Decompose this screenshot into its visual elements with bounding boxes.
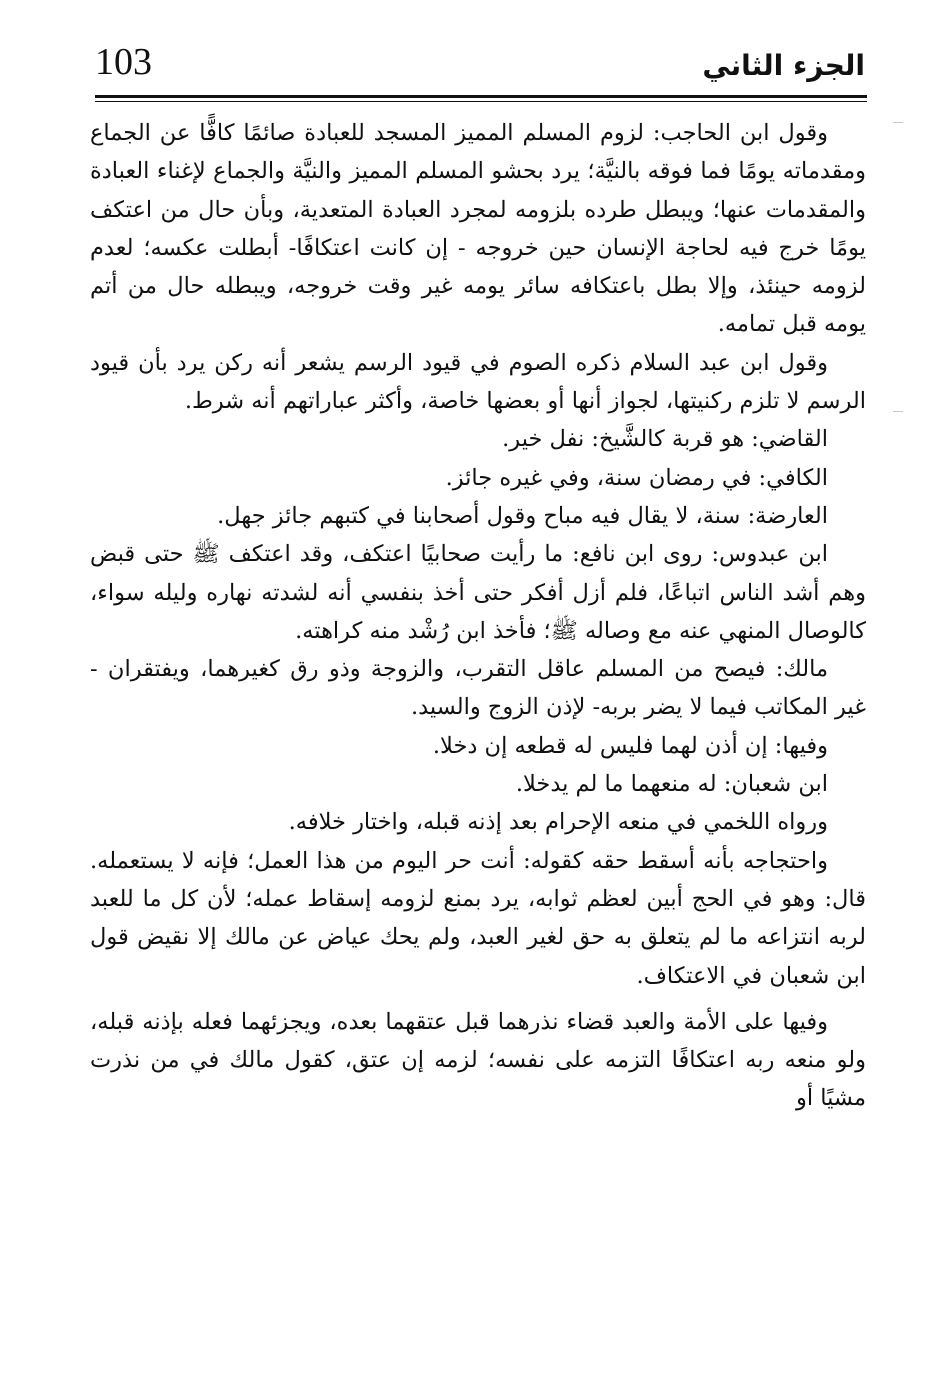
paragraph-amah-abd: وفيها على الأمة والعبد قضاء نذرهما قبل عتقهما بعده، ويجزئهما فعله بإذنه قبله، ولو منعه ربه اعتكافًا التزمه على نفسه؛ لزمه إن عتق، كقول مالك في من نذرت مشيًا أو: [90, 1008, 866, 1112]
header-rule-thin: [95, 101, 867, 102]
paragraph-qadi: القاضي: هو قربة كالشَّيخ: نفل خير.: [502, 426, 828, 453]
margin-mark: [893, 122, 903, 123]
paragraph-aridah: العارضة: سنة، لا يقال فيه مباح وقول أصحابنا في كتبهم جائز جهل.: [217, 502, 828, 529]
page-header: [95, 38, 865, 98]
paragraph-ibn-shaban: ابن شعبان: له منعهما ما لم يدخلا.: [515, 771, 828, 798]
margin-mark: [893, 411, 903, 412]
paragraph-malik: مالك: فيصح من المسلم عاقل التقرب، والزوجة وذو رق كغيرهما، ويفتقران - غير المكاتب فيما لا يضر بربه- لإذن الزوج والسيد.: [90, 656, 866, 721]
paragraph-ibn-abdus: ابن عبدوس: روى ابن نافع: ما رأيت صحابيًا اعتكف، وقد اعتكف ﷺ حتى قبض وهم أشد الناس اتباعًا، فلم أزل أفكر حتى أخذ بنفسي أنه لشدته نهاره وليله سواء، كالوصال المنهي عنه مع وصاله ﷺ؛ فأخذ ابن رُشْد منه كراهته.: [90, 541, 866, 644]
page-number: 103: [95, 41, 152, 83]
running-title: الجزء الثاني: [702, 49, 865, 82]
paragraph-ibn-hajib: وقول ابن الحاجب: لزوم المسلم المميز المسجد للعبادة صائمًا كافًّا عن الجماع ومقدماته يومًا فما فوقه بالنيَّة؛ يرد بحشو المسلم المميز والنيَّة والجماع لإغناء العبادة والمقدمات عنها؛ ويبطل طرده بلزومه لمجرد العبادة المتعدية، وبأن حال من اعتكف يومًا خرج فيه لحاجة الإنسان حين خروجه - إن كانت اعتكافًا- أبطلت عكسه؛ لعدم لزومه حينئذ، وإلا بطل باعتكافه سائر يومه غير وقت خروجه، ويبطله حال من أتم يومه قبل تمامه.: [90, 120, 866, 338]
paragraph-lakhmi: ورواه اللخمي في منعه الإحرام بعد إذنه قبله، واختار خلافه.: [288, 809, 828, 836]
paragraph-ibn-abd-salam: وقول ابن عبد السلام ذكره الصوم في قيود الرسم يشعر أنه ركن يرد بأن قيود الرسم لا تلزم ركنيتها، لجواز أنها أو بعضها خاصة، وأكثر عباراتهم أنه شرط.: [90, 349, 866, 415]
header-rule-thick: [95, 95, 867, 98]
paragraph-kafi: الكافي: في رمضان سنة، وفي غيره جائز.: [445, 464, 828, 491]
paragraph-ihtijaj: واحتجاجه بأنه أسقط حقه كقوله: أنت حر اليوم من هذا العمل؛ فإنه لا يستعمله. قال: وهو في الحج أبين لعظم ثوابه، يرد بمنع لزومه إسقاط عمله؛ لأن كل ما للعبد لربه انتزاعه ما لم يتعلق به حق لغير العبد، ولم يحك عياض عن مالك إلا نقيض قول ابن شعبان في الاعتكاف.: [90, 847, 866, 989]
paragraph-wa-fiha: وفيها: إن أذن لهما فليس له قطعه إن دخلا.: [432, 732, 828, 759]
body-text: [90, 114, 866, 1118]
